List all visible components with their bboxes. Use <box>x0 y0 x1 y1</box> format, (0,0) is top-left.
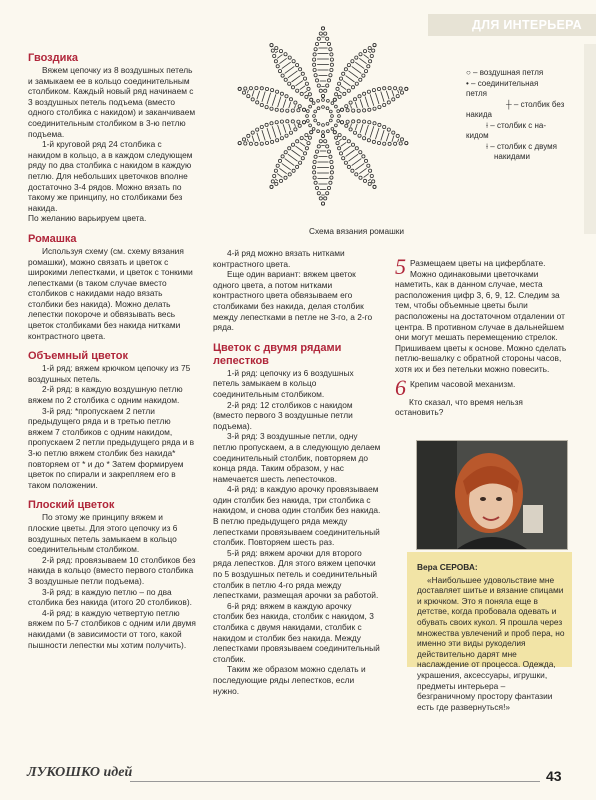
paragraph: 4-й ряд: в каждую арочку провязываем один столбик без накида, три столбика с накидом, и снова один столбик без накида. В петлю предыдущего ряда между лепестками провязываем соединительный столбик. Повторяем шесть раз. <box>213 484 381 548</box>
paragraph: Вяжем цепочку из 8 воздушных петель и замыкаем ее в кольцо соединительным столбиком. Каждый новый ряд начинаем с 3 воздушных петель подъема (вместо одного столбика с накидом) и заканчиваем соединительным столбиком в 3-ю петлю подъема. <box>28 65 196 139</box>
center-stitch <box>306 110 309 113</box>
paragraph: 4-й ряд: в каждую четвертую петлю вяжем по 5-7 столбиков с одним или двумя накидами (в зависимости от того, какой пышности лепестки мы хотим получить). <box>28 607 196 650</box>
center-stitch <box>322 106 325 109</box>
center-stitch <box>317 122 320 125</box>
legend-item: ⟊ – столбик с на- <box>486 120 546 130</box>
heading-ploskiy-cvetok: Плоский цветок <box>28 499 115 512</box>
legend-item: накида <box>466 110 492 119</box>
center-stitch <box>312 128 315 131</box>
author-quote-text: «Наибольшее удовольствие мне доставляет шитье и вязание спицами и крючком. Это я поняла еще в детстве, когда пробовала одевать и обувать своих кукол. Я прошла через множества увлечений и проб пера, но именно эти виды рукоделия действительно дарят мне наслаждение от процесса. Одежда, украшения, аксессуары, игрушки, предметы интерьера – безграничному простору фантазии есть где развернуться!» <box>417 574 565 712</box>
center-stitch <box>329 110 332 113</box>
paragraph: 3-й ряд: в каждую петлю – по два столбика без накида (итого 20 столбиков). <box>28 586 192 608</box>
petal-stitches <box>313 134 334 205</box>
diagram-legend <box>466 68 588 163</box>
paragraph: 5-й ряд: вяжем арочки для второго ряда лепестков. Для этого вяжем цепочки по 5 воздушных петель и соединительный столбик в петлю 4-го ряда между лепестками, размещая арочки за работой. <box>213 547 379 601</box>
center-stitch <box>314 110 317 113</box>
center-stitch <box>322 99 325 102</box>
center-stitch <box>326 107 329 110</box>
paragraph: Используя схему (см. схему вязания ромашки), можно связать и цветок с широкими лепестками, и цветок с тонкими лепестками (в таком случае вместо столбиков с накидами надо вязать столбики без накида). Можно делать лепестки покороче и обвязывать весь цветок столбиками без накида нитками контрастного цвета. <box>28 245 193 341</box>
footer-divider <box>130 781 540 782</box>
center-stitch <box>327 130 330 133</box>
step-text: Размещаем цветы на циферблате. Можно одинаковыми цветочками наметить, как в данном случае, места расположения цифр 3, 6, 9, 12. Следим за тем, чтобы объемные цветы были расположены на достаточном отдалении от центра. В противном случае в дальнейшем они могут мешать перемещению стрелок. Пришиваем цветы к основе. Можно сделать петлю-вешалку с обратной стороны часов, хотя их и без петельки можно повесить. <box>395 258 567 374</box>
center-stitch <box>335 124 338 127</box>
center-stitch <box>309 105 312 108</box>
center-stitch <box>313 115 316 118</box>
step-5 <box>395 254 573 375</box>
center-stitch <box>337 110 340 113</box>
center-stitch <box>331 102 334 105</box>
author-name: Вера СЕРОВА: <box>417 562 478 572</box>
center-stitch <box>309 124 312 127</box>
paragraph: 3-й ряд: 3 воздушные петли, одну петлю пропускаем, а в следующую делаем соединительный столбик, повторяем до конца ряда. Таким образом, у нас намечается шесть лепесточков. <box>213 431 381 484</box>
center-stitch <box>338 115 341 118</box>
step-text: Крепим часовой механизм. <box>410 378 516 389</box>
center-stitch <box>306 115 309 118</box>
center-stitch <box>329 119 332 122</box>
scheme-caption: Схема вязания ромашки <box>309 226 404 236</box>
paragraph: Таким же образом можно сделать и последующие ряды лепестков, если нужно. <box>213 664 366 696</box>
center-stitch <box>322 131 325 134</box>
step-6 <box>395 374 573 400</box>
legend-item: петля <box>466 89 488 98</box>
center-stitch <box>331 128 334 131</box>
legend-item: накидами <box>494 152 530 161</box>
center-stitch <box>317 107 320 110</box>
legend-item: • – соединительная <box>466 78 539 88</box>
section-tag: ДЛЯ ИНТЕРЬЕРА <box>428 14 596 36</box>
center-stitch <box>337 120 340 123</box>
column-3 <box>395 254 573 418</box>
center-stitch <box>335 105 338 108</box>
heading-gvozdika: Гвоздика <box>28 52 78 64</box>
paragraph: 1-й ряд: вяжем крючком цепочку из 75 воздушных петель. <box>28 363 191 384</box>
center-stitch <box>326 122 329 125</box>
center-stitch <box>331 115 334 118</box>
author-quote <box>417 562 565 712</box>
heading-romashka: Ромашка <box>28 232 77 245</box>
step-number: 5 <box>395 254 406 279</box>
paragraph: 1-й ряд: цепочку из 6 воздушных петель замыкаем в кольцо соединительным столбиком. <box>213 367 354 399</box>
paragraph: 3-й ряд: *пропускаем 2 петли предыдущего ряда и в третью петлю вяжем 7 столбиков с одним накидом, пропускаем 2 петли предыдущего ряда и в 3-ю петлю вяжем столбик без накида* повторяем от * и до * Затем формируем цветок по спирали и закрепляем его в таком положении. <box>28 405 195 490</box>
paragraph: По этому же принципу вяжем и плоские цветы. Для этого цепочку из 6 воздушных петель замыкаем в кольцо соединительным столбиком. <box>28 512 178 555</box>
page-number: 43 <box>546 768 562 784</box>
paragraph: 2-й ряд: провязываем 10 столбиков без накида в кольцо (вместо первого столбика 3 воздушные петли подъема). <box>28 554 196 586</box>
legend-item: ┼ – столбик без <box>506 99 565 109</box>
legend-item: кидом <box>466 131 489 140</box>
paragraph: 6-й ряд: вяжем в каждую арочку столбик без накида, столбик с накидом, 3 столбика с двумя накидами, столбик с накидом и столбик без накида. Между лепестками провязываем соединительный столбик. <box>213 600 380 664</box>
column-1 <box>28 52 196 650</box>
column-2 <box>213 248 381 696</box>
center-stitch <box>312 102 315 105</box>
paragraph: Еще один вариант: вяжем цветок одного цвета, а потом нитками контрастного цвета обвязываем его столбиками без накида, делая столбик между лепестками в петле не 3-го, а 2-го ряда. <box>213 269 373 333</box>
legend-item: ⟊ – столбик с двумя <box>486 141 557 151</box>
closing-question: Кто сказал, что время нельзя остановить? <box>395 396 523 418</box>
magazine-logo: ЛУКОШКО идей <box>27 765 133 780</box>
paragraph: 2-й ряд: в каждую воздушную петлю вяжем по 2 столбика с одним накидом. <box>28 384 183 406</box>
step-number: 6 <box>395 374 406 400</box>
paragraph: 1-й круговой ряд 24 столбика с накидом в кольцо, а в каждом следующем ряду по два столбика с накидом в каждую петлю. Для небольших цветочков вполне достаточно 3-4 рядов. Можно вязать по такому же принципу, но столбиками без накида. <box>28 139 193 213</box>
paragraph: 4-й ряд можно вязать нитками контрастного цвета. <box>213 248 345 269</box>
heading-obemnyi-cvetok: Объемный цветок <box>28 350 129 363</box>
author-photo <box>416 440 568 550</box>
center-stitch <box>327 99 330 102</box>
chamomile-crochet-diagram <box>205 6 461 222</box>
center-stitch <box>322 124 325 127</box>
center-stitch <box>314 119 317 122</box>
legend-item: ○ – воздушная петля <box>466 68 544 77</box>
heading-two-row-flower: Цветок с двумя рядами лепестков <box>213 341 342 367</box>
paragraph: По желанию варьируем цвета. <box>28 213 147 224</box>
petal-stitches <box>313 27 334 98</box>
center-stitch <box>317 130 320 133</box>
paragraph: 2-й ряд: 12 столбиков с накидом (вместо первого 3 воздушные петли подъема). <box>213 399 353 431</box>
center-stitch <box>306 120 309 123</box>
center-stitch <box>317 99 320 102</box>
